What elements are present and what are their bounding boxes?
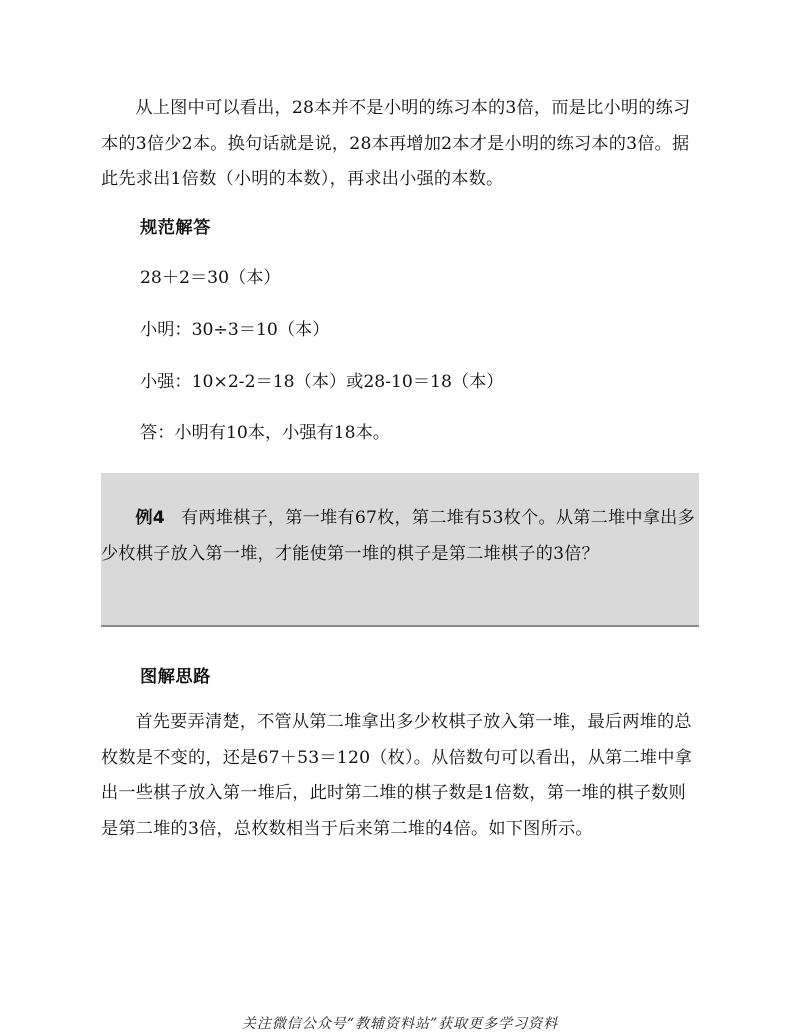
analysis-heading: 图解思路 [140, 667, 211, 687]
example-text: 有两堆棋子，第一堆有67枚，第二堆有53枚个。从第二堆中拿出多少枚棋子放入第一堆，才能使第一堆的棋子是第二堆棋子的3倍？ [101, 508, 695, 564]
intro-paragraph: 从上图中可以看出，28本并不是小明的练习本的3倍，而是比小明的练习本的3倍少2本。换句话就是说，28本再增加2本才是小明的练习本的3倍。据此先求出1倍数（小明的本数），再求出小强的本数。 [101, 98, 691, 189]
solution-heading: 规范解答 [140, 218, 211, 238]
example-label: 例4 [135, 508, 165, 528]
solution-answer: 答：小明有10本，小强有18本。 [140, 423, 390, 443]
example-problem [101, 501, 699, 572]
solution-step-1: 28＋2＝30（本） [140, 268, 281, 288]
solution-step-2: 小明：30÷3＝10（本） [140, 320, 330, 340]
analysis-paragraph: 首先要弄清楚，不管从第二堆拿出多少枚棋子放入第一堆，最后两堆的总枚数是不变的，还是67＋53＝120（枚）。从倍数句可以看出，从第二堆中拿出一些棋子放入第一堆后，此时第二堆的棋子数是1倍数，第一堆的棋子数则是第二堆的3倍，总枚数相当于后来第二堆的4倍。如下图所示。 [101, 712, 692, 839]
footer-watermark: 关注微信公众号“教辅资料站”获取更多学习资料 [241, 1016, 559, 1032]
solution-step-3: 小强：10×2-2＝18（本）或28-10＝18（本） [140, 372, 504, 392]
